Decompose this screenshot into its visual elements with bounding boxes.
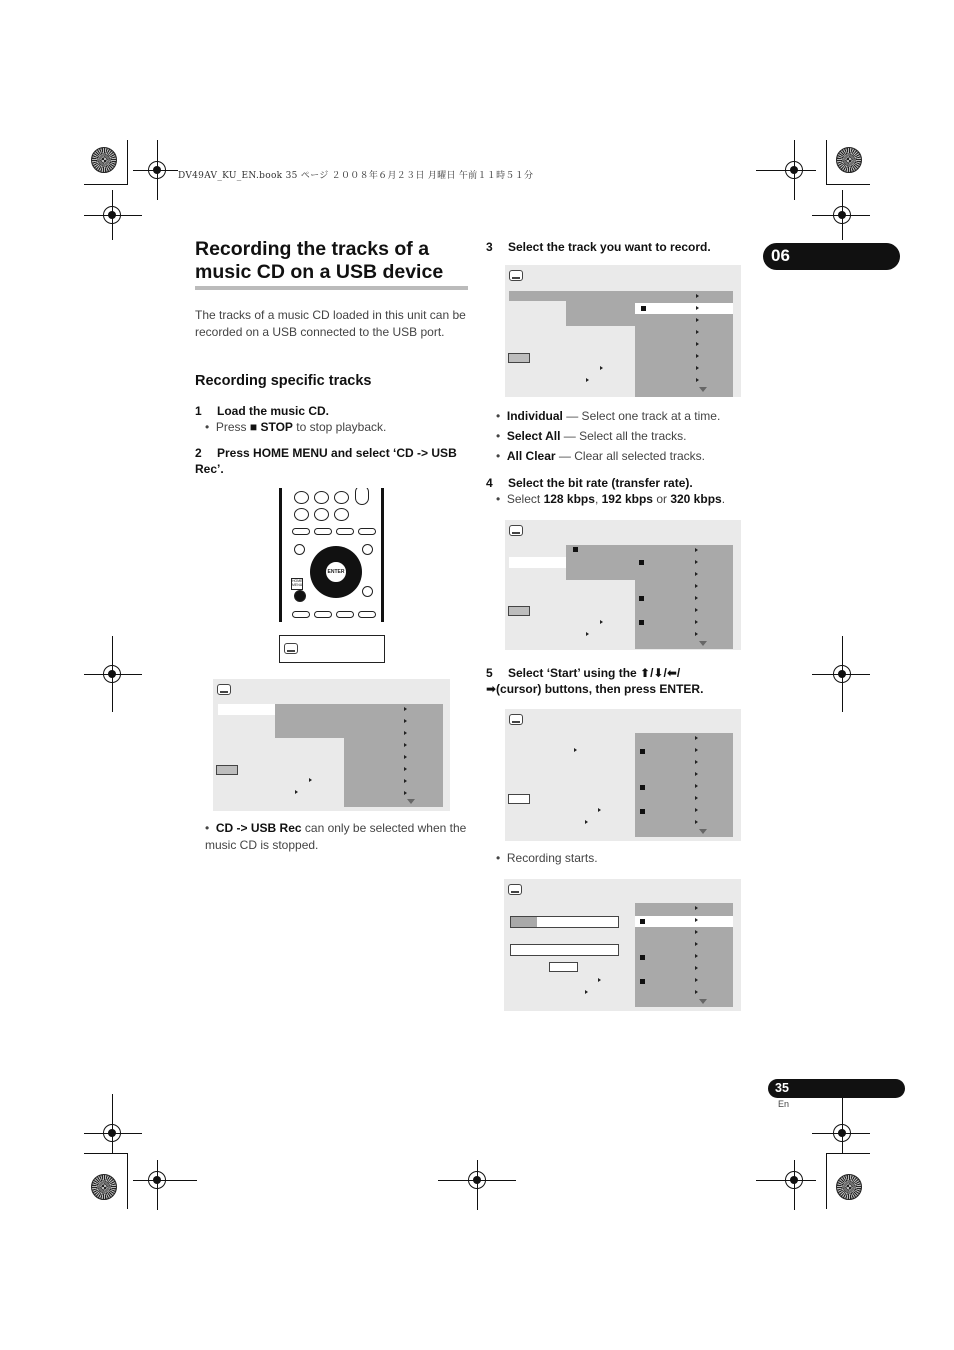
enter-button: ENTER bbox=[325, 561, 347, 583]
registration-mark-icon bbox=[785, 1171, 803, 1189]
down-arrow-icon bbox=[699, 387, 707, 392]
option-individual: • Individual — Select one track at a time. bbox=[496, 409, 721, 423]
check-mark bbox=[639, 560, 644, 565]
title-rule bbox=[195, 286, 468, 290]
disc-icon bbox=[509, 714, 523, 725]
registration-sun-icon bbox=[836, 1174, 862, 1200]
note-text: can only be selected when the music CD is stopped. bbox=[205, 821, 467, 852]
note-bold: CD -> USB Rec bbox=[215, 821, 302, 835]
bullet-text: . bbox=[721, 492, 726, 506]
page-title: Recording the tracks of a music CD on a USB device bbox=[195, 238, 444, 283]
step-text: Load the music CD. bbox=[217, 404, 330, 418]
stop-icon: ■ bbox=[249, 420, 258, 434]
down-arrow-icon bbox=[407, 799, 415, 804]
registration-mark-icon bbox=[833, 1124, 851, 1142]
bitrate-screen bbox=[505, 520, 741, 650]
step-4 bbox=[486, 475, 693, 491]
step-1-bullet: • Press ■ STOP to stop playback. bbox=[205, 420, 387, 434]
arrow-icon: ⬆/⬇/⬅/ bbox=[640, 666, 681, 680]
check-mark bbox=[641, 306, 646, 311]
option-desc: — Clear all selected tracks. bbox=[555, 449, 705, 463]
bullet-text: to stop playback. bbox=[292, 420, 387, 434]
option-desc: — Select one track at a time. bbox=[562, 409, 721, 423]
step-number: 3 bbox=[486, 240, 493, 254]
disc-icon bbox=[509, 525, 523, 536]
step-text: ➡(cursor) buttons, then press ENTER. bbox=[486, 682, 704, 696]
home-menu-label: HOME MENU bbox=[291, 578, 303, 590]
subheading: Recording specific tracks bbox=[195, 373, 372, 389]
step-text: Press HOME MENU and select ‘CD -> USB Rec’. bbox=[195, 446, 457, 476]
registration-mark-icon bbox=[833, 206, 851, 224]
option-select-all: • Select All — Select all the tracks. bbox=[496, 429, 687, 443]
registration-sun-icon bbox=[91, 1174, 117, 1200]
check-mark bbox=[640, 749, 645, 754]
bullet-text: , bbox=[594, 492, 602, 506]
step-number: 4 bbox=[486, 476, 493, 490]
registration-mark-icon bbox=[833, 665, 851, 683]
registration-mark-icon bbox=[103, 665, 121, 683]
option-all-clear: • All Clear — Clear all selected tracks. bbox=[496, 449, 705, 463]
option-desc: — Select all the tracks. bbox=[560, 429, 687, 443]
registration-mark-icon bbox=[468, 1171, 486, 1189]
disc-icon bbox=[217, 684, 231, 695]
disc-icon bbox=[284, 643, 298, 654]
registration-mark-icon bbox=[148, 161, 166, 179]
recording-progress-screen bbox=[504, 879, 741, 1011]
step-text: Select the track you want to record. bbox=[508, 240, 711, 254]
step-text: Select ‘Start’ using the bbox=[508, 666, 641, 680]
registration-sun-icon bbox=[836, 147, 862, 173]
stop-label: STOP bbox=[260, 420, 293, 434]
intro-paragraph: The tracks of a music CD loaded in this unit can be recorded on a USB connected to the USB port. bbox=[195, 308, 466, 339]
check-mark bbox=[640, 955, 645, 960]
step-number: 5 bbox=[486, 666, 493, 680]
check-mark bbox=[573, 547, 578, 552]
down-arrow-icon bbox=[699, 641, 707, 646]
page-number: 35 bbox=[768, 1079, 905, 1098]
check-mark bbox=[640, 809, 645, 814]
remote-control-illustration bbox=[279, 488, 384, 622]
registration-mark-icon bbox=[103, 1124, 121, 1142]
home-menu-screen bbox=[213, 679, 450, 811]
registration-sun-icon bbox=[91, 147, 117, 173]
step-2 bbox=[195, 445, 465, 477]
start-button bbox=[508, 794, 530, 804]
registration-mark-icon bbox=[148, 1171, 166, 1189]
step-5 bbox=[486, 665, 756, 697]
chapter-tab: 06 bbox=[763, 243, 900, 270]
bullet-text: or bbox=[652, 492, 671, 506]
step-3 bbox=[486, 239, 711, 255]
bitrate-bullet: • Select 128 kbps, 192 kbps or 320 kbps. bbox=[496, 492, 726, 506]
home-menu-banner bbox=[279, 635, 385, 663]
down-arrow-icon bbox=[699, 829, 707, 834]
option-label: Individual bbox=[506, 409, 563, 423]
note: • CD -> USB Rec can only be selected when the music CD is stopped. bbox=[205, 821, 467, 852]
progress-bar-total bbox=[510, 944, 619, 956]
step-text: Select the bit rate (transfer rate). bbox=[508, 476, 693, 490]
bitrate-320: 320 kbps bbox=[670, 492, 722, 506]
book-info-line: DV49AV_KU_EN.book 35 ページ ２００８年６月２３日 月曜日 午前１１時５１分 bbox=[178, 171, 534, 181]
bitrate-192: 192 kbps bbox=[601, 492, 653, 506]
disc-icon bbox=[509, 270, 523, 281]
check-mark bbox=[640, 979, 645, 984]
track-select-screen bbox=[505, 265, 741, 397]
bullet-text: Select bbox=[506, 492, 544, 506]
language-code: En bbox=[778, 1099, 790, 1109]
check-mark bbox=[640, 785, 645, 790]
bitrate-128: 128 kbps bbox=[543, 492, 595, 506]
start-select-screen bbox=[505, 709, 741, 841]
option-label: Select All bbox=[506, 429, 561, 443]
registration-mark-icon bbox=[103, 206, 121, 224]
progress-bar bbox=[510, 916, 619, 928]
check-mark bbox=[640, 919, 645, 924]
check-mark bbox=[639, 596, 644, 601]
bullet-text: Press bbox=[215, 420, 250, 434]
step-number: 2 bbox=[195, 446, 202, 460]
registration-mark-icon bbox=[785, 161, 803, 179]
disc-icon bbox=[508, 884, 522, 895]
bullet-text: Recording starts. bbox=[506, 851, 598, 865]
option-label: All Clear bbox=[506, 449, 556, 463]
stop-button bbox=[549, 962, 578, 972]
recording-note: • Recording starts. bbox=[496, 851, 598, 865]
down-arrow-icon bbox=[699, 999, 707, 1004]
step-1 bbox=[195, 403, 329, 419]
check-mark bbox=[639, 620, 644, 625]
step-number: 1 bbox=[195, 404, 202, 418]
